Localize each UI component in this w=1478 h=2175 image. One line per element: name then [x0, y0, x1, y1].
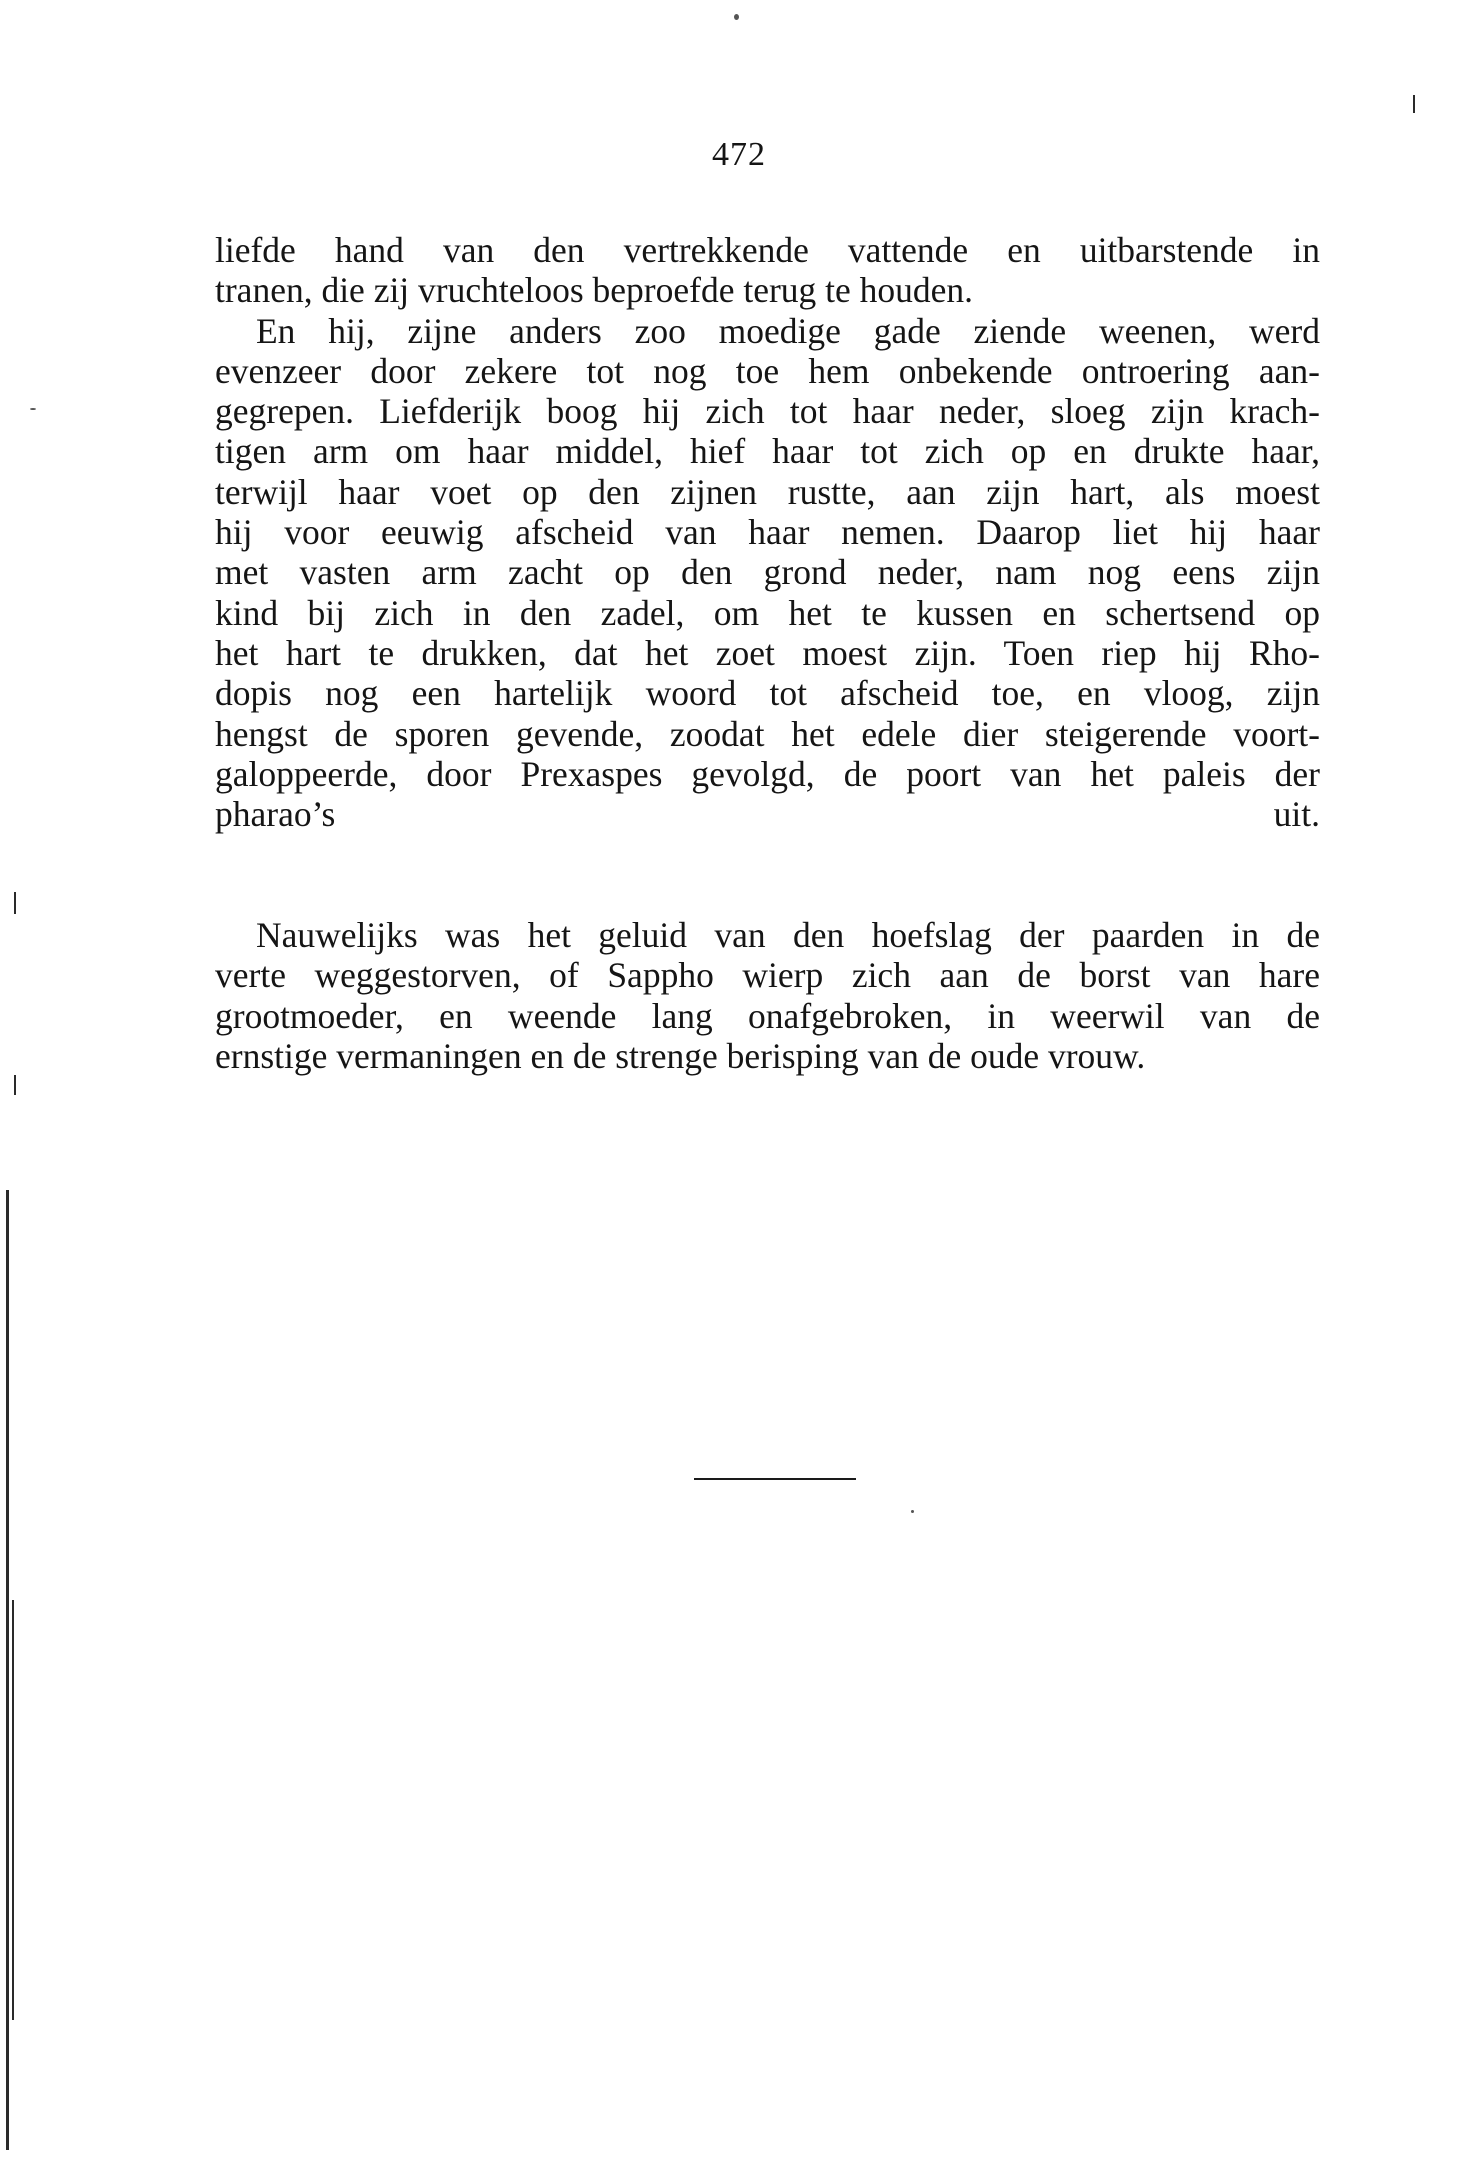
text-line: grootmoeder, en weende lang onafgebroken, in weerwil van de: [215, 995, 1320, 1036]
text-line: Nauwelijks was het geluid van den hoefslag der paarden in de: [256, 915, 1320, 956]
text-line: ernstige vermaningen en de strenge berisping van de oude vrouw.: [215, 1035, 1146, 1076]
text-line: verte weggestorven, of Sappho wierp zich aan de borst van hare: [215, 955, 1320, 996]
text-line: tigen arm om haar middel, hief haar tot zich op en drukte haar,: [215, 431, 1320, 472]
text-line: kind bij zich in den zadel, om het te kussen en schertsend op: [215, 592, 1320, 633]
text-line: tranen, die zij vruchteloos beproefde terug te houden.: [215, 270, 974, 311]
scan-edge-mark: [14, 1075, 16, 1095]
text-line: [215, 834, 1320, 874]
scan-edge-mark: [12, 1600, 14, 2020]
text-line: pharao’s uit.: [215, 794, 1320, 835]
scan-speck: [734, 14, 739, 20]
paragraph: [215, 230, 1320, 311]
scan-edge-mark: [1413, 95, 1415, 113]
paragraph: [215, 915, 1320, 1076]
text-line: met vasten arm zacht op den grond neder, nam nog eens zijn: [215, 552, 1320, 593]
scan-speck: [30, 408, 36, 410]
text-line: En hij, zijne anders zoo moedige gade ziende weenen, werd: [256, 310, 1320, 351]
text-line: gegrepen. Liefderijk boog hij zich tot haar neder, sloeg zijn krach-: [215, 391, 1320, 432]
text-line: evenzeer door zekere tot nog toe hem onbekende ontroering aan-: [215, 350, 1320, 391]
scan-edge-mark: [14, 892, 16, 914]
text-line: terwijl haar voet op den zijnen rustte, aan zijn hart, als moest: [215, 471, 1320, 512]
text-line: dopis nog een hartelijk woord tot afscheid toe, en vloog, zijn: [215, 673, 1320, 714]
text-line: hengst de sporen gevende, zoodat het edele dier steigerende voort-: [215, 713, 1320, 754]
body-text: [215, 230, 1320, 1076]
end-rule: [694, 1478, 856, 1480]
text-line: het hart te drukken, dat het zoet moest zijn. Toen riep hij Rho-: [215, 632, 1320, 673]
scan-edge-mark: [6, 1190, 9, 2150]
text-line: hij voor eeuwig afscheid van haar nemen. Daarop liet hij haar: [215, 512, 1320, 553]
text-line: [215, 875, 1320, 915]
paragraph: [215, 311, 1320, 915]
page-number: 472: [712, 136, 766, 173]
text-line: galoppeerde, door Prexaspes gevolgd, de poort van het paleis der: [215, 753, 1320, 794]
scan-speck: [911, 1510, 914, 1513]
text-line: liefde hand van den vertrekkende vattende en uitbarstende in: [215, 230, 1320, 270]
